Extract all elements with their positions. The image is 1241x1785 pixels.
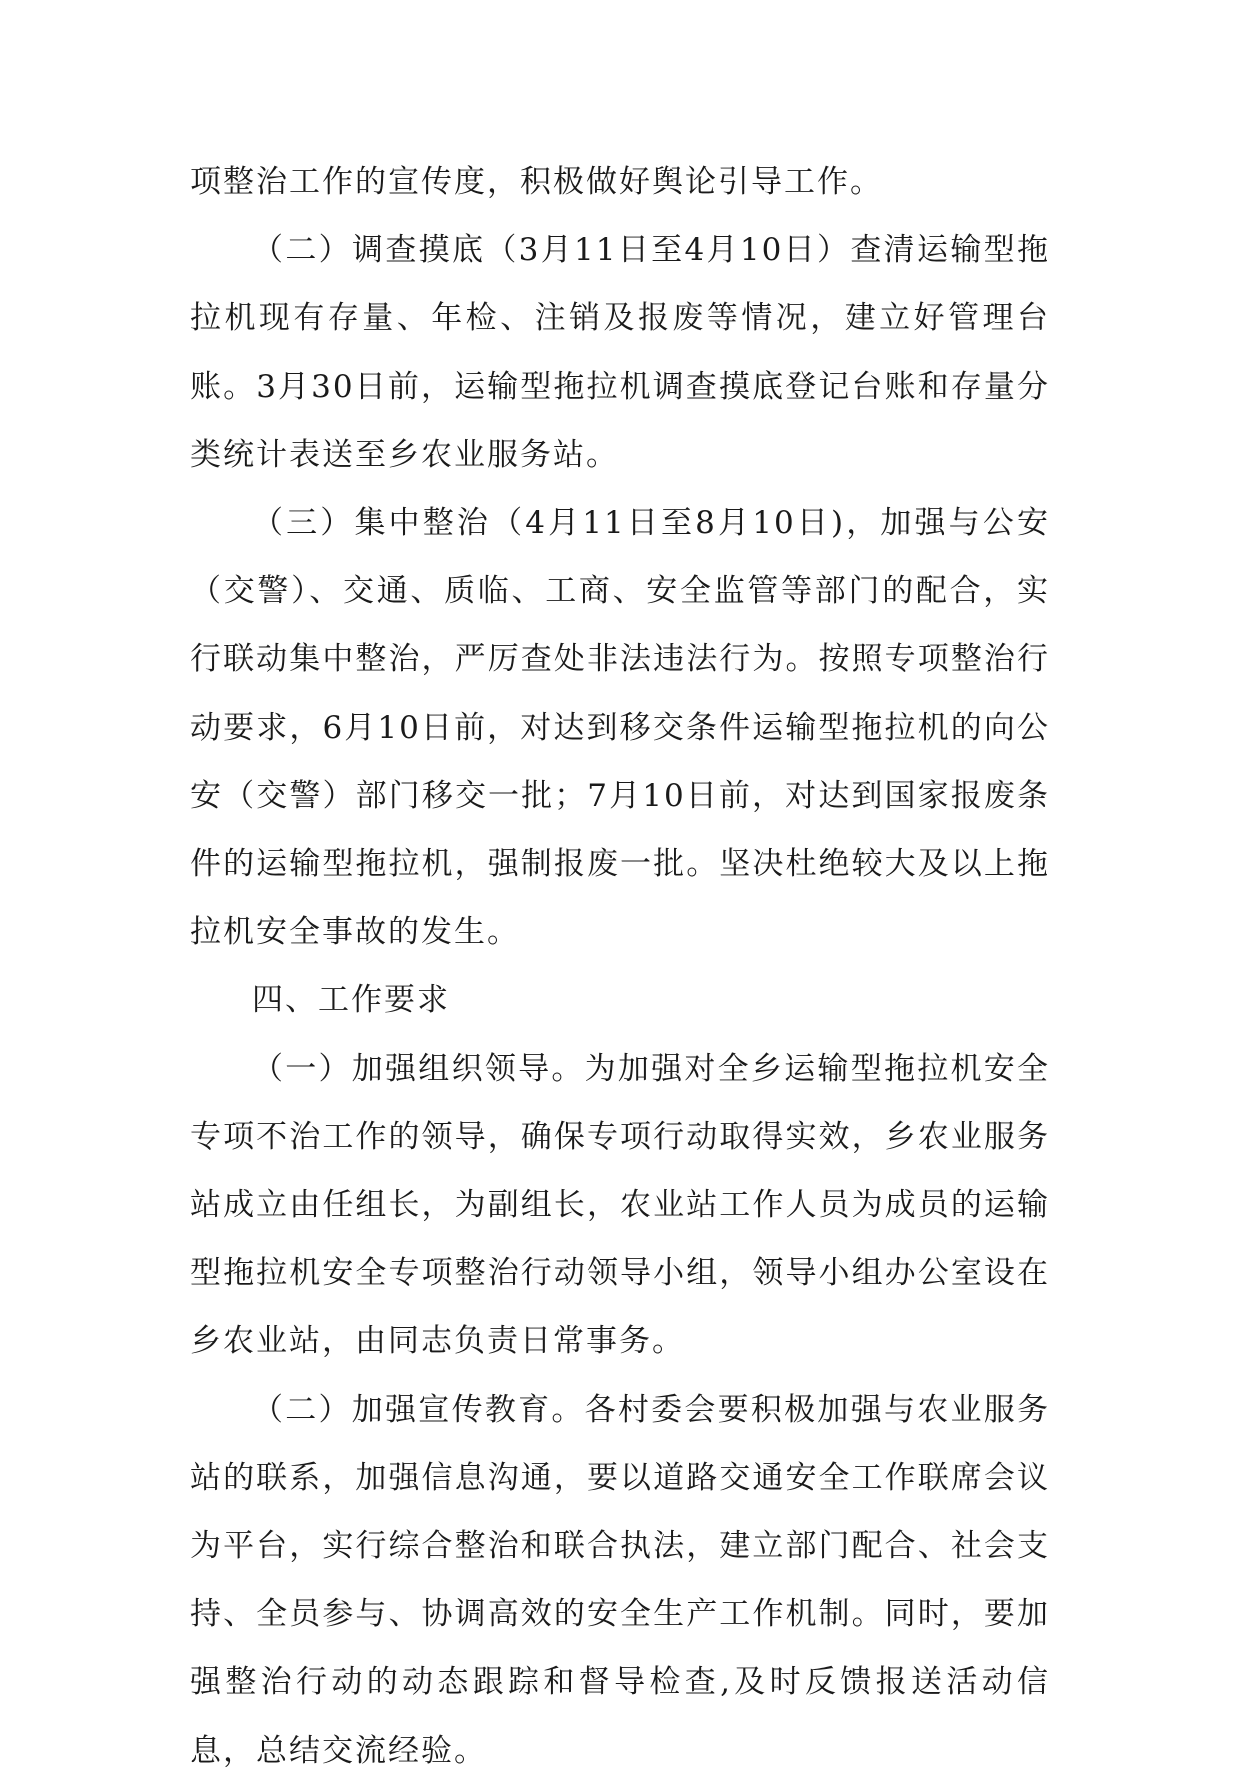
document-body — [190, 148, 1050, 1785]
section-heading-work-requirements: 四、工作要求 — [252, 982, 450, 1019]
paragraph-publicity: （二）加强宣传教育。各村委会要积极加强与农业服务站的联系，加强信息沟通，要以道路交通安全工作联席会议为平台，实行综合整治和联合执法，建立部门配合、社会支持、全员参与、协调高效的安全生产工作机制。同时，要加强整治行动的动态跟踪和督导检查,及时反馈报送活动信息，总结交流经验。 — [190, 1391, 1050, 1769]
paragraph-continuation: 项整治工作的宣传度，积极做好舆论引导工作。 — [190, 164, 883, 200]
paragraph-survey: （二）调查摸底（3月11日至4月10日）查清运输型拖拉机现有存量、年检、注销及报废等情况，建立好管理台账。3月30日前，运输型拖拉机调查摸底登记台账和存量分类统计表送至乡农业服务站。 — [190, 232, 1050, 473]
paragraph-rectification: （三）集中整治（4月11日至8月10日)，加强与公安（交警）、交通、质临、工商、安全监管等部门的配合，实行联动集中整治，严厉查处非法违法行为。按照专项整治行动要求，6月10日前，对达到移交条件运输型拖拉机的向公安（交警）部门移交一批；7月10日前，对达到国家报废条件的运输型拖拉机，强制报废一批。坚决杜绝较大及以上拖拉机安全事故的发生。 — [190, 505, 1050, 951]
paragraph-leadership: （一）加强组织领导。为加强对全乡运输型拖拉机安全专项不治工作的领导，确保专项行动取得实效，乡农业服务站成立由任组长，为副组长，农业站工作人员为成员的运输型拖拉机安全专项整治行动领导小组，领导小组办公室设在乡农业站，由同志负责日常事务。 — [190, 1050, 1050, 1360]
